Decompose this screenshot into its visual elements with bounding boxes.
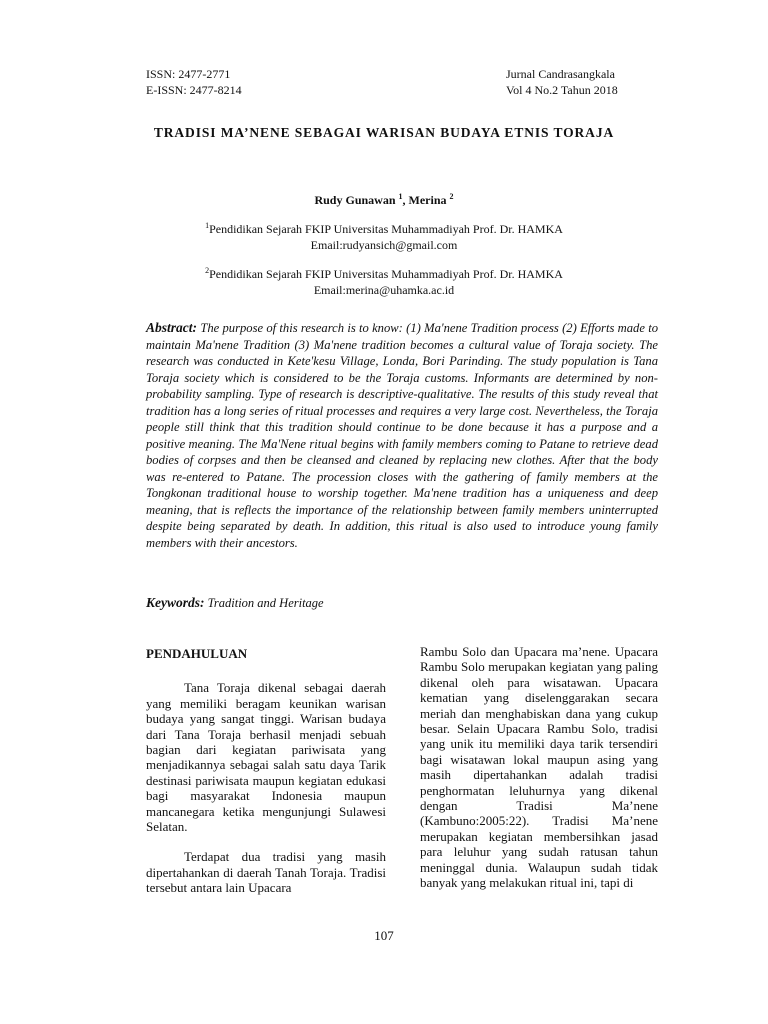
keywords — [146, 595, 324, 611]
author-2-sup: 2 — [449, 192, 454, 201]
header-journal-block — [506, 66, 618, 98]
journal-volume: Vol 4 No.2 Tahun 2018 — [506, 83, 618, 97]
keywords-label: Keywords: — [146, 595, 205, 610]
author-separator: , — [402, 193, 409, 207]
affiliation-2-text: Pendidikan Sejarah FKIP Universitas Muhammadiyah Prof. Dr. HAMKA — [209, 267, 563, 281]
affiliation-2-sup: 2 — [205, 266, 210, 275]
journal-name: Jurnal Candrasangkala — [506, 67, 615, 81]
eissn-text: E-ISSN: 2477-8214 — [146, 83, 242, 97]
abstract-text: The purpose of this research is to know: (1) Ma'nene Tradition process (2) Efforts made to maintain Ma'nene Tradition (3) Ma'nene tradition becomes a cultural value of Toraja society. The research was conducted in Kete'kesu Village, Londa, Bori Parinding. The study population is Tana Toraja society which is considered to be the Toraja customs. Informants are determined by non-probability sampling. Type of research is descriptive-qualitative. The results of this study reveal that tradition has a long series of ritual processes and requires a very large cost. Nevertheless, the Toraja people still think that this tradition should continue to be done because it has a purpose and a positive meaning. The Ma'Nene ritual begins with family members coming to Patane to retrieve dead bodies of corpses and then be cleansed and cleaned by replacing new clothes. After that the body was re-entered to Patane. The procession closes with the gathering of family members at the Tongkonan traditional house to worship together. Ma'nene tradition has a uniqueness and deep meaning, that is reflects the importance of the relationship between family members uninterrupted despite being separated by death. In addition, this ritual is also used to introduce young family members with their ancestors. — [146, 321, 658, 550]
abstract-label: Abstract: — [146, 320, 198, 335]
affiliation-1-email: Email:rudyansich@gmail.com — [310, 238, 458, 252]
keywords-text: Tradition and Heritage — [207, 596, 324, 610]
body-left-column — [146, 646, 386, 896]
left-paragraph-1: Tana Toraja dikenal sebagai daerah yang memiliki beragam keunikan warisan budaya yang sangat tinggi. Warisan budaya dari Tana Toraja berhasil menjadi sebuah bagian dari kegiatan pariwisata yang menjadikannya sebagai salah satu daya Tarik destinasi pariwisata maupun kegiatan edukasi bagi masyarakat Indonesia maupun mancanegara ketika mengunjungi Sulawesi Selatan. — [146, 680, 386, 835]
affiliation-2 — [0, 263, 768, 298]
author-2: Merina — [408, 193, 447, 207]
issn-text: ISSN: 2477-2771 — [146, 67, 231, 81]
affiliation-1 — [0, 218, 768, 253]
right-paragraph-1: Rambu Solo dan Upacara ma’nene. Upacara Rambu Solo merupakan kegiatan yang paling dikenal oleh para wisatawan. Upacara kematian yang diselenggarakan secara meriah dan menghabiskan dana yang cukup besar. Selain Upacara Rambu Solo, tradisi yang unik itu memiliki daya tarik tersendiri bagi wisatawan lokal maupun asing yang masih dipertahankan adalah tradisi penghormatan leluhurnya yang dikenal dengan Tradisi Ma’nene (Kambuno:2005:22). Tradisi Ma’nene merupakan kegiatan membersihkan jasad para leluhur yang sudah ratusan tahun meninggal dunia. Walaupun sudah tidak banyak yang melakukan ritual ini, tapi di — [420, 644, 658, 891]
author-line — [0, 192, 768, 208]
abstract — [146, 320, 658, 551]
author-1-sup: 1 — [398, 192, 403, 201]
paper-title: TRADISI MA’NENE SEBAGAI WARISAN BUDAYA ETNIS TORAJA — [153, 125, 615, 140]
left-paragraph-2: Terdapat dua tradisi yang masih dipertahankan di daerah Tanah Toraja. Tradisi tersebut antara lain Upacara — [146, 849, 386, 896]
affiliation-1-text: Pendidikan Sejarah FKIP Universitas Muhammadiyah Prof. Dr. HAMKA — [209, 222, 563, 236]
header-issn-block — [146, 66, 242, 98]
section-heading: PENDAHULUAN — [146, 646, 248, 661]
body-right-column — [420, 644, 658, 891]
affiliation-1-sup: 1 — [205, 221, 210, 230]
page-number: 107 — [374, 928, 394, 943]
author-1: Rudy Gunawan — [314, 193, 396, 207]
affiliation-2-email: Email:merina@uhamka.ac.id — [313, 283, 455, 297]
